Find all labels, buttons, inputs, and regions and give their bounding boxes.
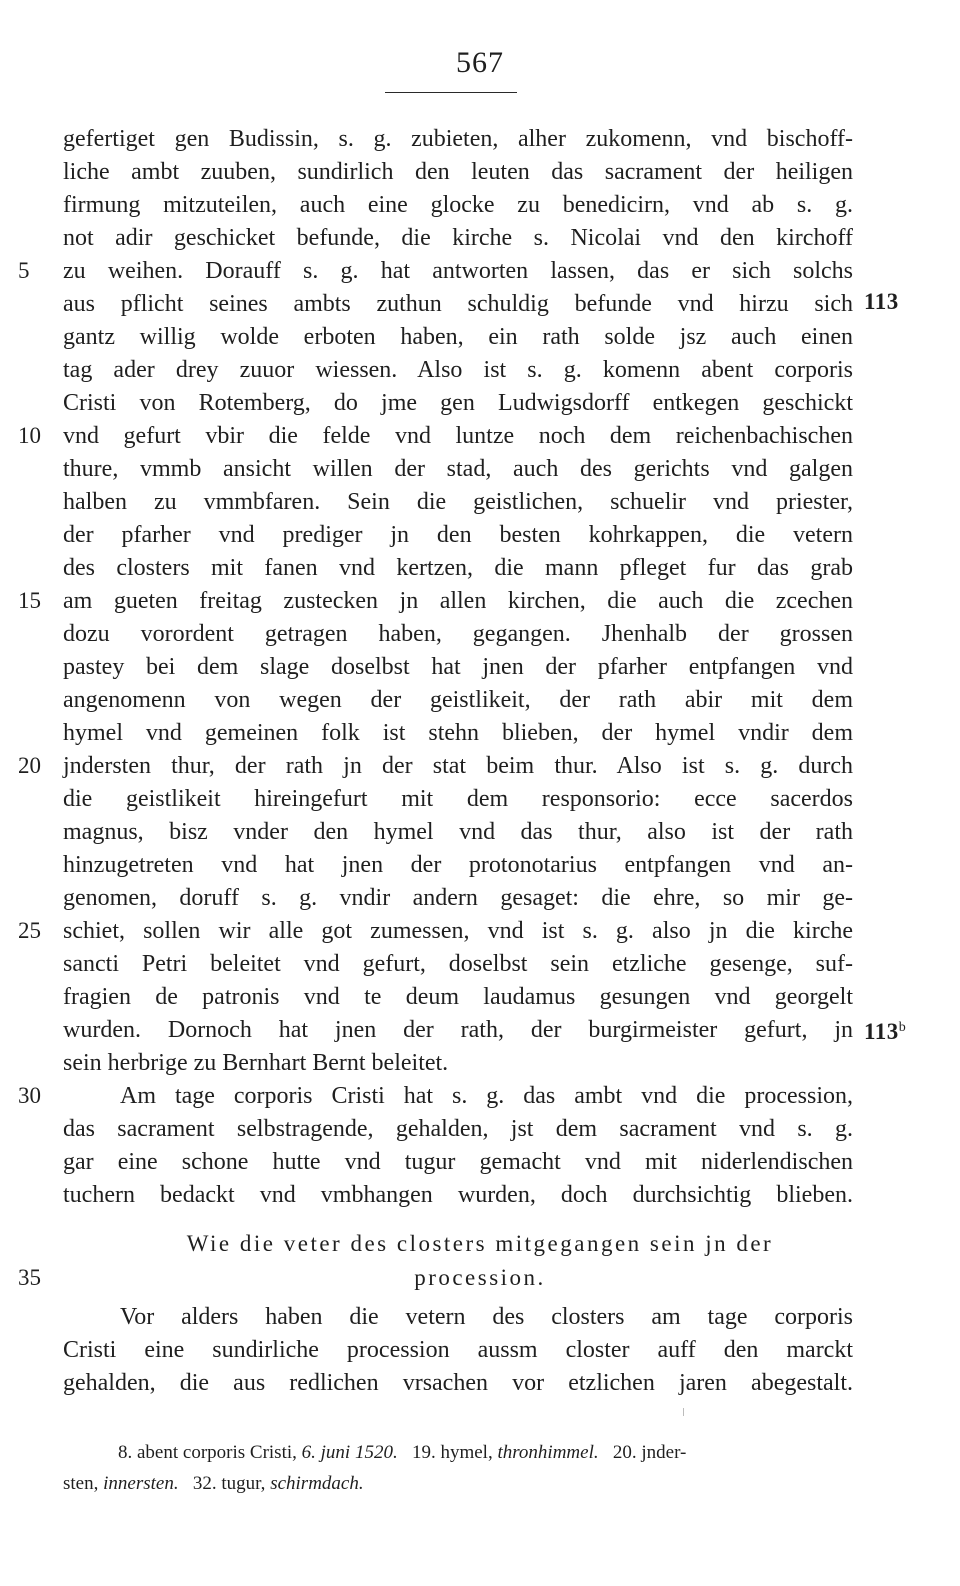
header-rule [385,92,517,93]
footnote-label: 32. tugur, [192,1473,271,1494]
text-line: gehalden, die aus redlichen vrsachen vor etzlichen jaren abegestalt. [63,1370,853,1396]
text-line: das sacrament selbstragende, gehalden, jst dem sacrament vnd s. g. [63,1116,853,1142]
text-line: dozu vorordent getragen haben, gegangen. Jhenhalb der grossen [63,621,853,647]
text-line: hinzugetreten vnd hat jnen der protonotarius entpfangen vnd an- [63,852,853,878]
footnotes-line [63,1470,364,1498]
text-line: Cristi eine sundirliche procession aussm closter auff den marckt [63,1337,853,1363]
section-heading: Wie die veter des closters mitgegangen sein jn der [186,1231,774,1256]
text-line: magnus, bisz vnder den hymel vnd das thur, also ist der rath [63,819,853,845]
text-line: firmung mitzuteilen, auch eine glocke zu benedicirn, vnd ab s. g. [63,192,853,218]
text-line: jndersten thur, der rath jn der stat beim thur. Also ist s. g. durch [63,753,853,779]
text-line: des closters mit fanen vnd kertzen, die mann pfleget fur das grab [63,555,853,581]
text-line: gantz willig wolde erboten haben, ein rath solde jsz auch einen [63,324,853,350]
text-line: tuchern bedackt vnd vmbhangen wurden, doch durchsichtig blieben. [63,1182,853,1208]
text-line: zu weihen. Dorauff s. g. hat antworten lassen, das er sich solchs [63,258,853,284]
section-heading-continued: procession. [414,1265,546,1290]
line-number: 5 [18,258,30,283]
text-line: vnd gefurt vbir die felde vnd luntze noch dem reichenbachischen [63,423,853,449]
footnote-gloss: schirmdach. [270,1473,364,1494]
text-line: liche ambt zuuben, sundirlich den leuten das sacrament der heiligen [63,159,853,185]
text-line: genomen, doruff s. g. vndir andern gesaget: die ehre, so mir ge- [63,885,853,911]
line-number: 10 [18,423,41,448]
footnote-continuation: sten, [63,1473,104,1494]
text-line: fragien de patronis vnd te deum laudamus gesungen vnd georgelt [63,984,853,1010]
text-line: tag ader drey zuuor wiessen. Also ist s. g. komenn abent corporis [63,357,853,383]
text-line: pastey bei dem slage doselbst hat jnen der pfarher entpfangen vnd [63,654,853,680]
text-line: aus pflicht seines ambts zuthun schuldig befunde vnd hirzu sich [63,291,853,317]
text-line: hymel vnd gemeinen folk ist stehn blieben, der hymel vndir dem [63,720,853,746]
footnote-label: 20. jnder- [612,1442,687,1463]
text-line: die geistlikeit hireingefurt mit dem responsorio: ecce sacerdos [63,786,853,812]
footnote-gloss: thronhimmel. [497,1442,599,1463]
margin-folio-marker [864,286,899,318]
line-number: 35 [18,1265,41,1290]
page-number: 567 [456,46,504,79]
text-line: sancti Petri beleitet vnd gefurt, doselbst sein etzliche gesenge, suf- [63,951,853,977]
text-line: not adir geschicket befunde, die kirche s. Nicolai vnd den kirchoff [63,225,853,251]
line-number: 20 [18,753,41,778]
text-line: am gueten freitag zustecken jn allen kirchen, die auch die zcechen [63,588,853,614]
folio-side: b [898,1020,907,1035]
margin-folio-marker [864,1012,906,1048]
text-line: gar eine schone hutte vnd tugur gemacht vnd mit niderlendischen [63,1149,853,1175]
text-line: wurden. Dornoch hat jnen der rath, der burgirmeister gefurt, jn [63,1017,853,1043]
text-line: Cristi von Rotemberg, do jme gen Ludwigsdorff entkegen geschickt [63,390,853,416]
line-number: 25 [18,918,41,943]
text-line: gefertiget gen Budissin, s. g. zubieten, alher zukomenn, vnd bischoff- [63,126,853,152]
footnote-label: 19. hymel, [411,1442,498,1463]
folio-number: 113 [864,1019,899,1044]
print-speck [683,1408,684,1416]
folio-number: 113 [864,289,899,314]
line-number: 15 [18,588,41,613]
text-line: Vor alders haben die vetern des closters am tage corporis [120,1304,853,1330]
text-line: schiet, sollen wir alle got zumessen, vnd ist s. g. also jn die kirche [63,918,853,944]
text-line: angenomenn von wegen der geistlikeit, der rath abir mit dem [63,687,853,713]
line-number: 30 [18,1083,41,1108]
footnote-label: 8. abent corporis Cristi, [118,1442,302,1463]
text-line: sein herbrige zu Bernhart Bernt beleitet. [63,1050,449,1076]
footnote-gloss: 6. juni 1520. [301,1442,398,1463]
footnote-gloss: innersten. [103,1473,179,1494]
text-line: Am tage corporis Cristi hat s. g. das ambt vnd die procession, [120,1083,853,1109]
text-line: der pfarher vnd prediger jn den besten kohrkappen, die vetern [63,522,853,548]
text-line: halben zu vmmbfaren. Sein die geistlichen, schuelir vnd priester, [63,489,853,515]
footnotes-line [118,1439,686,1467]
text-line: thure, vmmb ansicht willen der stad, auch des gerichts vnd galgen [63,456,853,482]
